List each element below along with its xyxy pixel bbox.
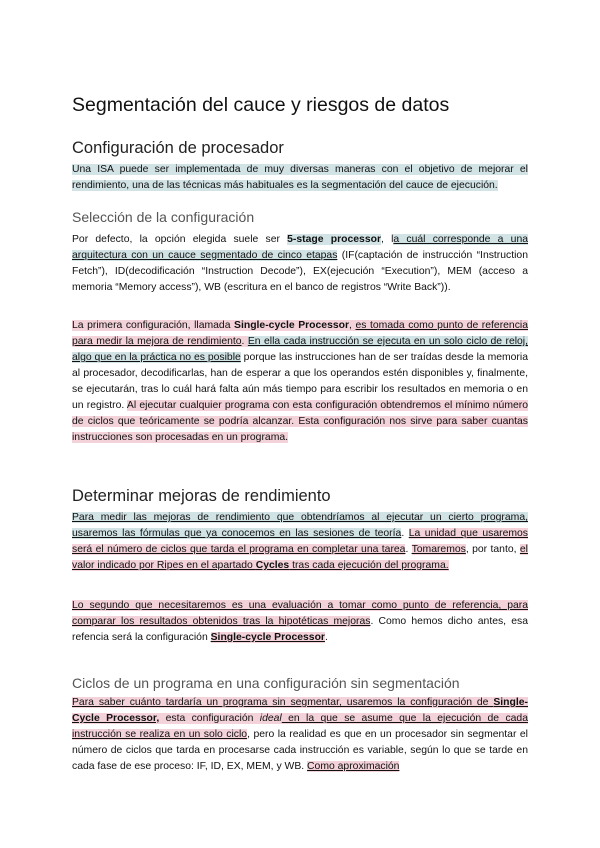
term-single-cycle-processor: Single-cycle Processor	[234, 320, 350, 331]
highlight-cauce-cinco-etapas: a cuál corresponde a una arquitectura con un cauce segmentado de cinco etapas	[72, 234, 529, 261]
highlight-isa: Una ISA puede ser implementada de muy diversas maneras con el objetivo de mejorar el rendimiento, una de las técnicas más habituales es la segmentación del cauce de ejecución.	[72, 164, 528, 191]
highlight-valor-ripes: el valor indicado por Ripes en el apartado	[72, 544, 528, 571]
term-5-stage-processor: 5-stage processor	[287, 234, 381, 245]
term-single-cycle-processor-2: Single-cycle Processor	[210, 632, 325, 643]
paragraph-medir-mejoras: Para medir las mejoras de rendimiento que obtendríamos al ejecutar un cierto programa, usaremos las fórmulas que ya conocemos en las sesiones de teoría. La unidad que usaremos será el número de ciclos que tarda el programa en completar una tarea. Tomaremos, por tanto, el valor indicado por Ripes en el apartado Cycles tras cada ejecución del programa.	[72, 512, 528, 571]
highlight-punto-referencia: es tomada como punto de referencia para medir la mejora de rendimiento	[72, 320, 528, 347]
paragraph-single-cycle: La primera configuración, llamada Single-cycle Processor, es tomada como punto de referencia para medir la mejora de rendimiento. En ella cada instrucción se ejecuta en un solo ciclo de reloj, algo que en la práctica no es posible porque las instrucciones han de ser traídas desde la memoria al procesador, decodificarlas, han de esperar a que los operandos estén disponibles y, finalmente, se ejecutarán, tras lo cuál hará falta aún más tiempo para escribir los resultados en memoria o en un registro. Al ejecutar cualquier programa con esta configuración obtendremos el mínimo número de ciclos que teóricamente se podría alcanzar. Esta configuración nos sirve para saber cuantas instrucciones son procesadas en un programa.	[72, 320, 529, 443]
document-title: Segmentación del cauce y riesgos de datos	[72, 94, 450, 116]
paragraph-por-defecto: Por defecto, la opción elegida suele ser 5-stage processor, la cuál corresponde a una arquitectura con un cauce segmentado de cinco etapas (IF(captación de instrucción “Instruction Fetch”), ID(decodificación “Instruction Decode”), EX(ejecución “Execution”), MEM (acceso a memoria “Memory access”), WB (escritura en el banco de registros “Write Back”)).	[72, 234, 529, 293]
highlight-unidad-ciclos: La unidad que usaremos será el número de ciclos que tarda el programa en completar una tarea	[72, 528, 528, 555]
highlight-como-aproximacion: Como aproximación	[307, 761, 400, 772]
paragraph-evaluacion-referencia: Lo segundo que necesitaremos es una evaluación a tomar como punto de referencia, para comparar los resultados obtenidos tras la hipotéticas mejoras. Como hemos dicho antes, esa refencia será la configuración Single-cycle Processor.	[72, 600, 528, 643]
paragraph-isa	[72, 162, 528, 194]
highlight-minimo-ciclos: Al ejecutar cualquier programa con esta configuración obtendremos el mínimo número de ciclos que teóricamente se podría alcanzar. Esta configuración nos sirve para saber cuantas instrucciones son procesadas en un programa.	[72, 400, 528, 443]
term-cycles: Cycles	[255, 560, 290, 571]
paragraph-sin-segmentar: Para saber cuánto tardaría un programa sin segmentar, usaremos la configuración de Single-Cycle Processor, esta configuración ideal en la que se asume que la ejecución de cada instrucción se realiza en un solo ciclo, pero la realidad es que en un procesador sin segmentar el número de ciclos que tarda en procesarse cada instrucción es variable, según lo que se tarde en cada fase de ese proceso: IF, ID, EX, MEM, y WB. Como aproximación	[72, 697, 528, 772]
heading-determinar-mejoras: Determinar mejoras de rendimiento	[72, 487, 331, 505]
highlight-un-solo-ciclo-2: en la que se asume que la ejecución de cada instrucción se realiza en un solo ciclo	[72, 713, 528, 740]
term-single-cycle-processor-3: Single-Cycle Processor,	[72, 697, 528, 724]
heading-seleccion-configuracion: Selección de la configuración	[72, 209, 255, 225]
heading-ciclos-sin-segmentacion: Ciclos de un programa en una configuración sin segmentación	[72, 675, 460, 691]
highlight-evaluacion-referencia: Lo segundo que necesitaremos es una evaluación a tomar como punto de referencia, para comparar los resultados obtenidos tras la hipotéticas mejoras	[72, 600, 528, 627]
highlight-un-solo-ciclo: En ella cada instrucción se ejecuta en un solo ciclo de reloj, algo que en la práctica no es posible	[72, 336, 529, 363]
heading-configuracion-procesador: Configuración de procesador	[72, 139, 284, 157]
highlight-formulas-teoria: Para medir las mejoras de rendimiento que obtendríamos al ejecutar un cierto programa, usaremos las fórmulas que ya conocemos en las sesiones de teoría	[72, 512, 528, 539]
highlight-cuanto-tardaria: Para saber cuánto tardaría un programa sin segmentar, usaremos la configuración de	[72, 697, 494, 708]
term-ideal: ideal	[259, 713, 282, 724]
